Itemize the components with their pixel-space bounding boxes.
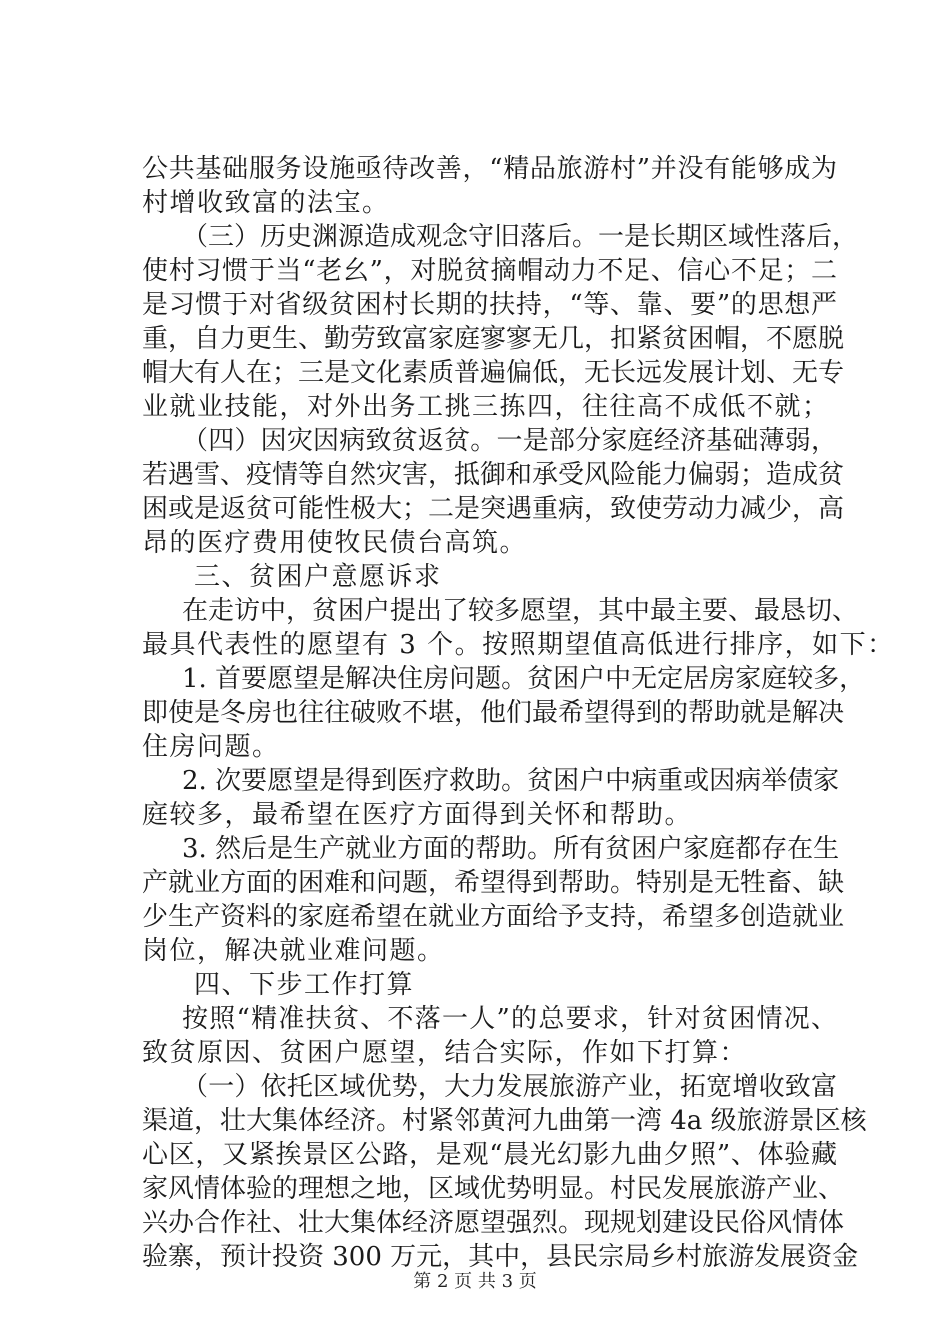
text-line: 即使是冬房也往往破败不堪，他们最希望得到的帮助就是解决 xyxy=(142,698,845,728)
text-line: 岗位，解决就业难问题。 xyxy=(142,936,445,966)
section-heading: 四、下步工作打算 xyxy=(194,970,415,1000)
text-line: 昂的医疗费用使牧民债台高筑。 xyxy=(142,528,528,558)
text-line: 帽大有人在；三是文化素质普遍偏低，无长远发展计划、无专 xyxy=(142,358,845,388)
text-line: 产就业方面的困难和问题，希望得到帮助。特别是无牲畜、缺 xyxy=(142,868,845,898)
text-line: （三）历史渊源造成观念守旧落后。一是长期区域性落后， xyxy=(182,222,859,252)
text-line: 公共基础服务设施亟待改善，“精品旅游村”并没有能够成为 xyxy=(142,154,837,184)
text-line: 少生产资料的家庭希望在就业方面给予支持，希望多创造就业 xyxy=(142,902,845,932)
text-line: 是习惯于对省级贫困村长期的扶持，“等、靠、要”的思想严 xyxy=(142,290,837,320)
text-line: 最具代表性的愿望有 3 个。按照期望值高低进行排序，如下： xyxy=(142,630,895,660)
page-footer: 第 2 页 共 3 页 xyxy=(413,1271,537,1292)
text-line: 心区，又紧挨景区公路，是观“晨光幻影九曲夕照”、体验藏 xyxy=(142,1140,837,1170)
text-line: 业就业技能，对外出务工挑三拣四，往往高不成低不就； xyxy=(142,392,830,422)
text-line: 庭较多，最希望在医疗方面得到关怀和帮助。 xyxy=(142,800,693,830)
text-line: 渠道，壮大集体经济。村紧邻黄河九曲第一湾 4a 级旅游景区核 xyxy=(142,1106,867,1136)
text-line: 兴办合作社、壮大集体经济愿望强烈。现规划建设民俗风情体 xyxy=(142,1208,845,1238)
text-line: 使村习惯于当“老幺”，对脱贫摘帽动力不足、信心不足；二 xyxy=(142,256,837,286)
section-heading: 三、贫困户意愿诉求 xyxy=(194,562,442,592)
text-line: 按照“精准扶贫、不落一人”的总要求，针对贫困情况、 xyxy=(182,1004,837,1034)
text-line: 重，自力更生、勤劳致富家庭寥寥无几，扣紧贫困帽，不愿脱 xyxy=(142,324,845,354)
text-line: 家风情体验的理想之地，区域优势明显。村民发展旅游产业、 xyxy=(142,1174,845,1204)
text-line: 在走访中，贫困户提出了较多愿望，其中最主要、最恳切、 xyxy=(182,596,859,626)
body-text xyxy=(142,152,895,1274)
text-line: 致贫原因、贫困户愿望，结合实际，作如下打算： xyxy=(142,1038,748,1068)
text-line: （四）因灾因病致贫返贫。一是部分家庭经济基础薄弱， xyxy=(182,426,837,456)
text-line: 住房问题。 xyxy=(142,732,280,762)
text-line: 3. 然后是生产就业方面的帮助。所有贫困户家庭都存在生 xyxy=(182,834,840,864)
text-line: 若遇雪、疫情等自然灾害，抵御和承受风险能力偏弱；造成贫 xyxy=(142,460,845,490)
text-line: 2. 次要愿望是得到医疗救助。贫困户中病重或因病举债家 xyxy=(182,766,840,796)
text-line: 困或是返贫可能性极大；二是突遇重病，致使劳动力减少，高 xyxy=(142,494,845,524)
text-line: 村增收致富的法宝。 xyxy=(142,188,390,218)
text-line: 验寨，预计投资 300 万元，其中，县民宗局乡村旅游发展资金 xyxy=(142,1242,859,1272)
text-line: （一）依托区域优势，大力发展旅游产业，拓宽增收致富 xyxy=(182,1072,837,1102)
text-line: 1. 首要愿望是解决住房问题。贫困户中无定居房家庭较多， xyxy=(182,664,866,694)
